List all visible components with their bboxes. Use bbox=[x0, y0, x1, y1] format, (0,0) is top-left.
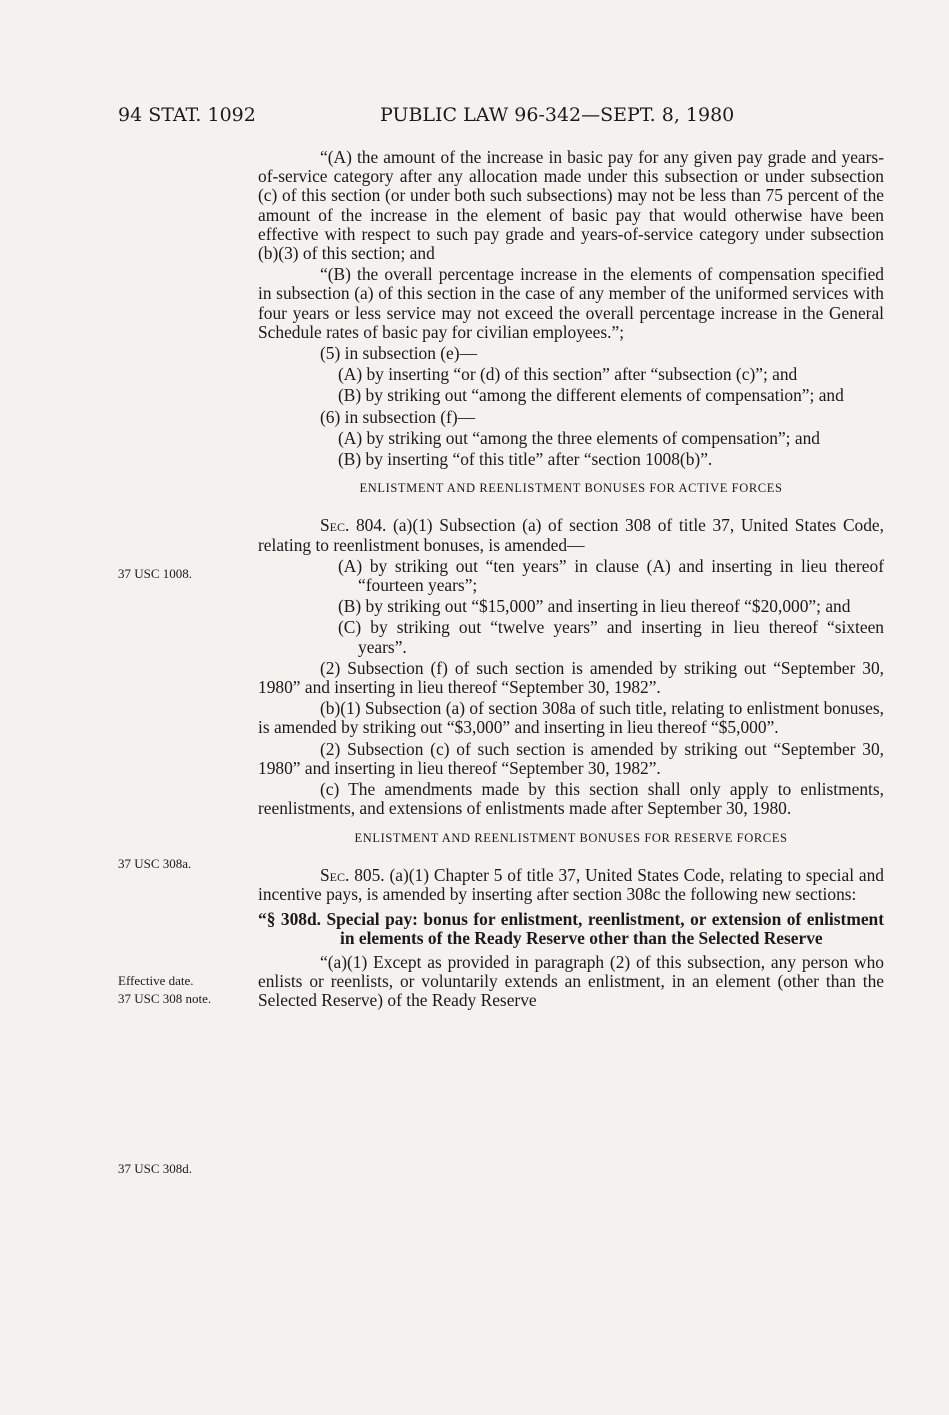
margin-note-usc-308a: 37 USC 308a. bbox=[118, 856, 192, 871]
running-head: PUBLIC LAW 96-342—SEPT. 8, 1980 bbox=[380, 104, 735, 126]
paragraph-5a: (A) by inserting “or (d) of this section” after “subsection (c)”; and bbox=[338, 364, 798, 385]
margin-note-effective-date: Effective date. bbox=[118, 973, 194, 988]
section-heading-active-forces: ENLISTMENT AND REENLISTMENT BONUSES FOR ACTIVE FORCES bbox=[359, 481, 783, 496]
margin-note-usc-1008: 37 USC 1008. bbox=[118, 566, 193, 581]
section-804-c: (C) by striking out “twelve years” and inserting in lieu thereof “sixteen years”. bbox=[338, 617, 884, 657]
section-804-intro bbox=[258, 516, 884, 554]
section-805-text: 805. (a)(1) Chapter 5 of title 37, United States Code, relating to special and incentive pays, is amended by inserting after section 308c the following new sections: bbox=[258, 864, 884, 904]
section-804-2: (2) Subsection (f) of such section is amended by striking out “September 30, 1980” and inserting in lieu thereof “September 30, 1982”. bbox=[258, 657, 884, 698]
paragraph-b: “(B) the overall percentage increase in the elements of compensation specified in subsection (a) of this section in the case of any member of the uniformed services with four years or less service may not exceed the overall percentage increase in the General Schedule rates of basic pay for civilian employees.”; bbox=[258, 264, 884, 342]
section-804-b2: (2) Subsection (c) of such section is amended by striking out “September 30, 1980” and inserting in lieu thereof “September 30, 1982”. bbox=[258, 738, 884, 778]
section-804-b: (B) by striking out “$15,000” and inserting in lieu thereof “$20,000”; and bbox=[338, 596, 851, 617]
margin-note-usc-308-note: 37 USC 308 note. bbox=[118, 991, 212, 1006]
section-label: Sec. bbox=[320, 864, 350, 885]
page-stat-number: 94 STAT. 1092 bbox=[118, 104, 256, 126]
section-804-text: 804. (a)(1) Subsection (a) of section 308 of title 37, United States Code, relating to reenlistment bonuses, is amended— bbox=[258, 515, 884, 555]
paragraph-6a: (A) by striking out “among the three elements of compensation”; and bbox=[338, 427, 820, 448]
section-308d-a1: “(a)(1) Except as provided in paragraph (2) of this subsection, any person who enlists or reenlists, or voluntarily extends an enlistment, in an element (other than the Selected Reserve) of the Ready Reserve bbox=[258, 951, 884, 1010]
section-804-b1: (b)(1) Subsection (a) of section 308a of such title, relating to enlistment bonuses, is amended by striking out “$3,000” and inserting in lieu thereof “$5,000”. bbox=[258, 698, 884, 738]
section-heading-reserve-forces: ENLISTMENT AND REENLISTMENT BONUSES FOR RESERVE FORCES bbox=[354, 830, 788, 845]
margin-note-usc-308d: 37 USC 308d. bbox=[118, 1161, 193, 1176]
paragraph-a: “(A) the amount of the increase in basic pay for any given pay grade and years-of-service category after any allocation made under this subsection or under subsection (c) of this section (or under both such subsections) may not be less than 75 percent of the amount of the increase in the element of basic pay that would otherwise have been effective with respect to such pay grade and years-of-service category under subsection (b)(3) of this section; and bbox=[258, 147, 884, 264]
paragraph-6b: (B) by inserting “of this title” after “section 1008(b)”. bbox=[338, 449, 713, 470]
section-308d-heading: “§ 308d. Special pay: bonus for enlistment, reenlistment, or extension of enlistment in elements of the Ready Reserve other than the Selected Reserve bbox=[258, 909, 884, 949]
paragraph-5: (5) in subsection (e)— bbox=[320, 343, 477, 364]
body-text bbox=[258, 148, 884, 1012]
section-804-a: (A) by striking out “ten years” in clause (A) and inserting in lieu thereof “fourteen years”; bbox=[338, 555, 884, 596]
section-804-effective: (c) The amendments made by this section shall only apply to enlistments, reenlistments, and extensions of enlistments made after September 30, 1980. bbox=[258, 779, 884, 819]
section-805-intro bbox=[258, 866, 884, 904]
paragraph-6: (6) in subsection (f)— bbox=[320, 406, 476, 427]
section-label: Sec. bbox=[320, 515, 350, 536]
paragraph-5b: (B) by striking out “among the different elements of compensation”; and bbox=[338, 385, 844, 406]
